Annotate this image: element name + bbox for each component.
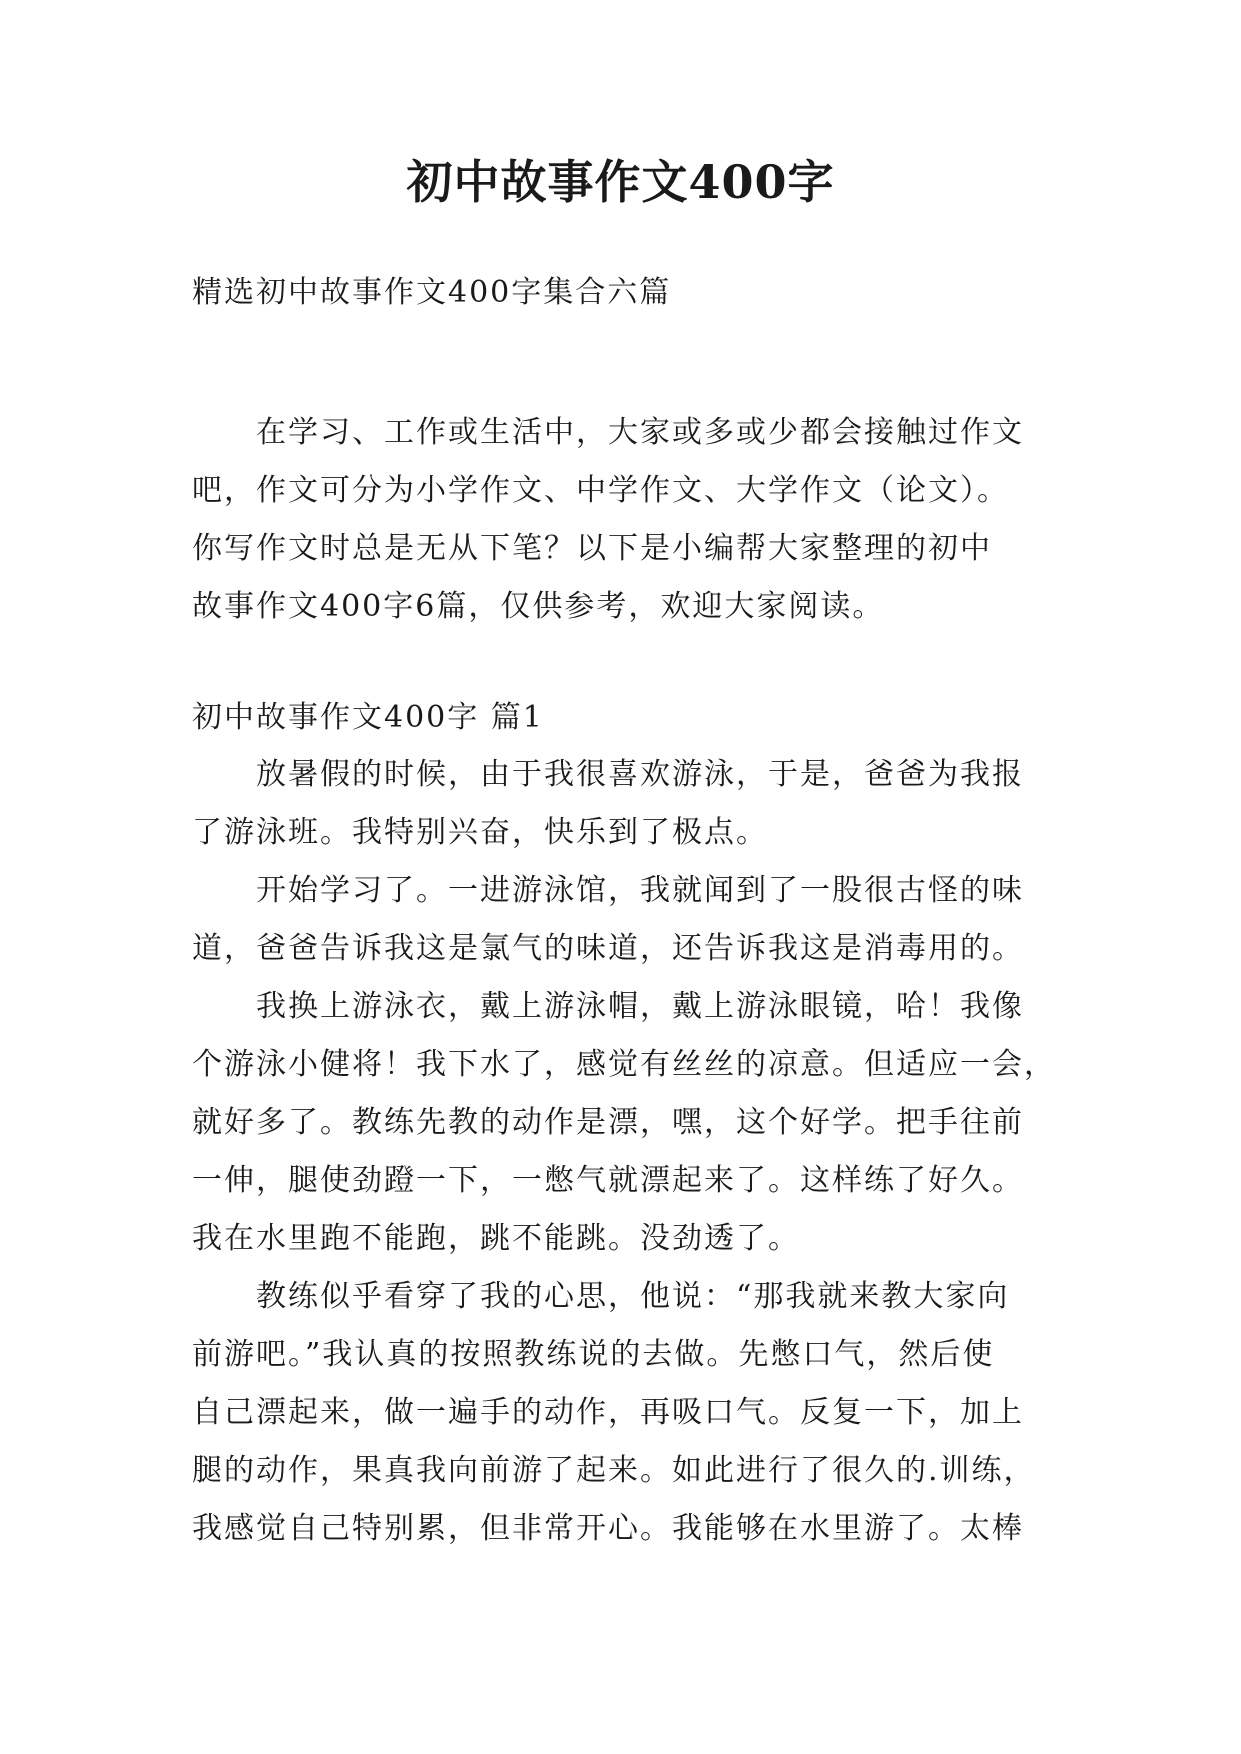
- essay-line: 我在水里跑不能跑，跳不能跳。没劲透了。: [192, 1221, 800, 1256]
- essay-line: 了游泳班。我特别兴奋，快乐到了极点。: [192, 815, 768, 850]
- subtitle-text: 精选初中故事作文400字集合六篇: [192, 275, 672, 310]
- intro-line: 在学习、工作或生活中，大家或多或少都会接触过作文: [256, 415, 1024, 450]
- essay-line: 自己漂起来，做一遍手的动作，再吸口气。反复一下，加上: [192, 1395, 1024, 1430]
- essay-line: 教练似乎看穿了我的心思，他说：“那我就来教大家向: [256, 1279, 1010, 1314]
- intro-paragraph: [192, 404, 1092, 636]
- essay-line: 个游泳小健将！我下水了，感觉有丝丝的凉意。但适应一会，: [192, 1047, 1056, 1082]
- document-subtitle: [192, 264, 1092, 322]
- essay-line: 我感觉自己特别累，但非常开心。我能够在水里游了。太棒: [192, 1511, 1024, 1546]
- section-heading: 初中故事作文400字 篇1: [192, 700, 544, 735]
- essay-line: 一伸，腿使劲蹬一下，一憋气就漂起来了。这样练了好久。: [192, 1163, 1024, 1198]
- essay-line: 腿的动作，果真我向前游了起来。如此进行了很久的.训练，: [192, 1453, 1036, 1488]
- essay-line: 道，爸爸告诉我这是氯气的味道，还告诉我这是消毒用的。: [192, 931, 1024, 966]
- essay-section: [192, 690, 1092, 1558]
- essay-line: 放暑假的时候，由于我很喜欢游泳，于是，爸爸为我报: [256, 757, 1024, 792]
- essay-line: 开始学习了。一进游泳馆，我就闻到了一股很古怪的味: [256, 873, 1024, 908]
- essay-line: 我换上游泳衣，戴上游泳帽，戴上游泳眼镜，哈！我像: [256, 989, 1024, 1024]
- intro-line: 故事作文400字6篇，仅供参考，欢迎大家阅读。: [192, 589, 885, 624]
- intro-line: 吧，作文可分为小学作文、中学作文、大学作文（论文）。: [192, 473, 1009, 508]
- essay-line: 前游吧。”我认真的按照教练说的去做。先憋口气，然后使: [192, 1337, 995, 1372]
- document-title: 初中故事作文400字: [406, 155, 835, 209]
- essay-line: 就好多了。教练先教的动作是漂，嘿，这个好学。把手往前: [192, 1105, 1024, 1140]
- intro-line: 你写作文时总是无从下笔？以下是小编帮大家整理的初中: [192, 531, 992, 566]
